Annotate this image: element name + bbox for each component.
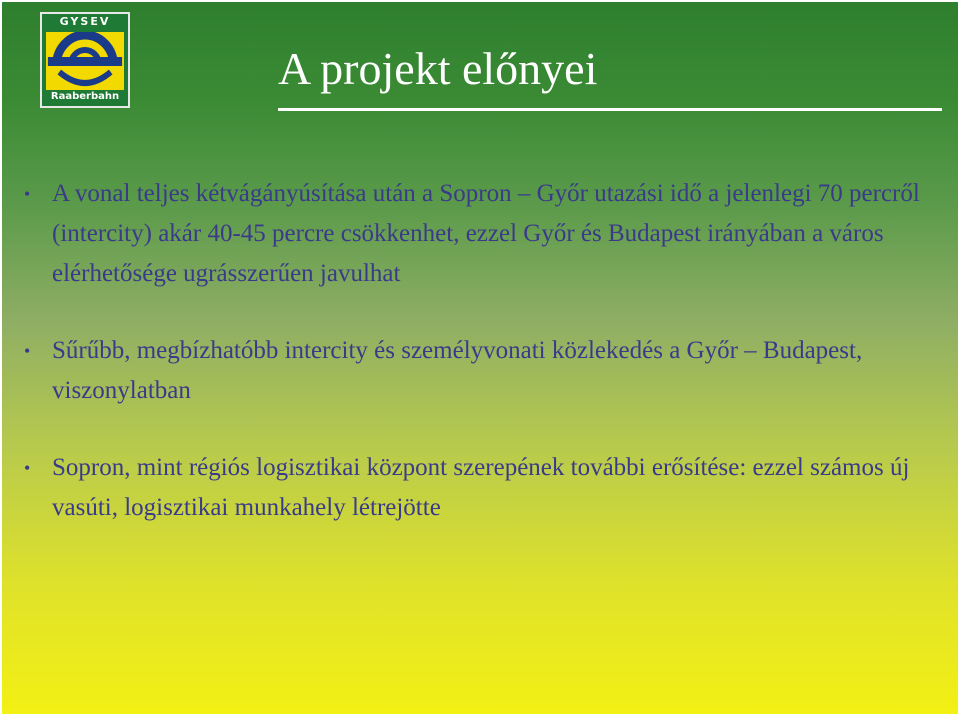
bullet-list	[24, 174, 924, 528]
logo-top-text: GYSEV	[59, 15, 111, 28]
bullet-text: Sopron, mint régiós logisztikai központ szerepének további erősítése: ezzel számos új vasúti, logisztikai munkahely létrejötte	[52, 454, 910, 521]
gysev-logo-icon	[46, 32, 124, 90]
bullet-marker: •	[24, 458, 31, 478]
bullet-item	[24, 174, 924, 294]
title-divider	[278, 108, 942, 111]
bullet-marker: •	[24, 341, 31, 361]
bullet-text: Sűrűbb, megbízhatóbb intercity és személyvonati közlekedés a Győr – Budapest, viszonylatban	[52, 337, 863, 404]
bullet-marker: •	[24, 184, 31, 204]
gysev-logo	[40, 12, 130, 108]
bullet-item	[24, 331, 924, 411]
bullet-item	[24, 448, 924, 528]
logo-bottom-text: Raaberbahn	[50, 91, 120, 102]
slide-title: A projekt előnyei	[278, 43, 598, 94]
bullet-text: A vonal teljes kétvágányúsítása után a Sopron – Győr utazási idő a jelenlegi 70 percről (intercity) akár 40-45 percre csökkenhet, ezzel Győr és Budapest irányában a város elérhetősége ugrásszerűen javulhat	[52, 180, 920, 287]
